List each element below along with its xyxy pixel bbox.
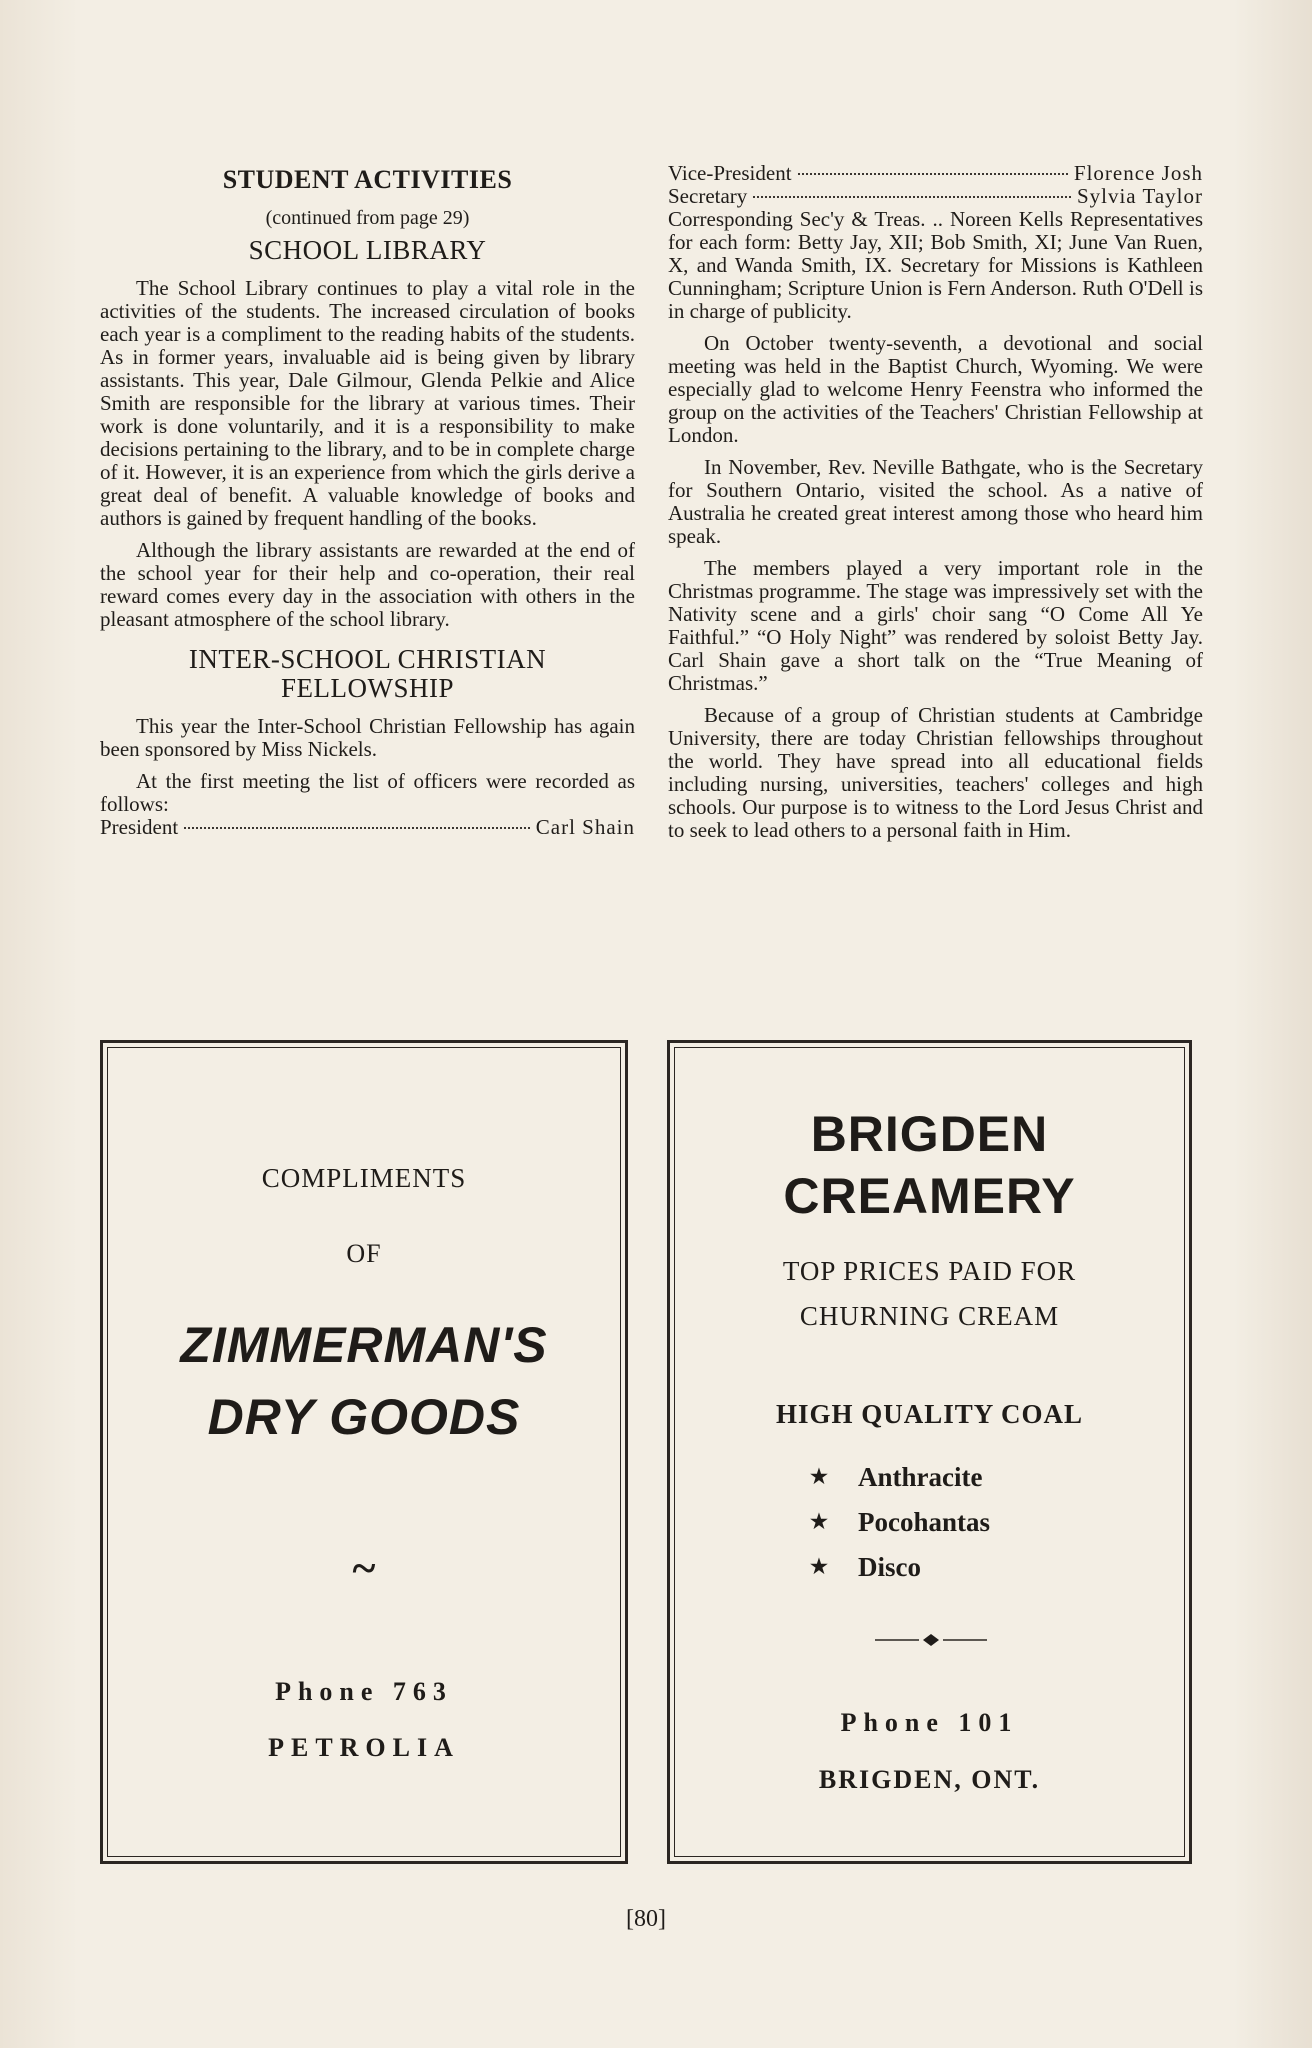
- star-icon: ★: [810, 1511, 828, 1533]
- officer-role: President: [100, 815, 179, 839]
- right-column: [668, 162, 1203, 851]
- cambridge-paragraph: Because of a group of Christian students at Cambridge University, there are today Christian fellowships throughout the world. They have spread into all educational fields including nursing, universities, teachers' colleges and high schools. Our purpose is to witness to the Lord Jesus Christ and to seek to lead others to a personal faith in Him.: [668, 703, 1203, 842]
- town-name: BRIGDEN, ONT.: [818, 1765, 1041, 1794]
- fellowship-heading: INTER-SCHOOL CHRISTIAN FELLOWSHIP: [188, 644, 547, 703]
- leader-dots: [184, 827, 530, 829]
- coal-list: [810, 1455, 990, 1590]
- business-name: [670, 1103, 1189, 1227]
- town-name: PETROLIA: [268, 1733, 460, 1762]
- fellowship-paragraph-1: This year the Inter-School Christian Fellowship has again been sponsored by Miss Nickels.: [100, 714, 635, 761]
- officer-president: [100, 816, 635, 839]
- list-item: ★ Anthracite: [810, 1455, 990, 1500]
- prices-line-1: TOP PRICES PAID FOR: [782, 1256, 1077, 1286]
- compliments-text: COMPLIMENTS: [261, 1163, 467, 1193]
- business-name-line-1: BRIGDEN: [810, 1106, 1049, 1162]
- of-text: OF: [346, 1239, 382, 1268]
- phone-number: Phone 763: [275, 1677, 453, 1706]
- page-number: [80]: [626, 1906, 666, 1932]
- november-paragraph: In November, Rev. Neville Bathgate, who is the Secretary for Southern Ontario, visited the school. As a native of Australia he created great interest among those who heard him speak.: [668, 455, 1203, 548]
- leader-dots: [798, 173, 1068, 175]
- brigden-creamery-advertisement: [667, 1040, 1192, 1864]
- phone-number: Phone 101: [840, 1708, 1019, 1737]
- left-column: [100, 162, 635, 839]
- business-name-line-1: ZIMMERMAN'S: [180, 1317, 548, 1373]
- officer-role: Vice-President: [668, 161, 792, 185]
- library-paragraph-1: The School Library continues to play a vital role in the activities of the students. The increased circulation of books each year is a compliment to the reading habits of the students. As in former years, invaluable aid is being given by library assistants. This year, Dale Gilmour, Glenda Pelkie and Alice Smith are responsible for the library at various times. Their work is done voluntarily, and it is a responsibility to make decisions pertaining to the library, and to be in complete charge of it. However, it is an experience from which the girls derive a great deal of benefit. A valuable knowledge of books and authors is gained by frequent handling of the books.: [100, 276, 635, 530]
- zimmermans-advertisement: [100, 1040, 628, 1864]
- list-item: ★ Pocohantas: [810, 1500, 990, 1545]
- fellowship-paragraph-2: At the first meeting the list of officers were recorded as follows:: [100, 769, 635, 816]
- continued-note: (continued from page 29): [265, 207, 470, 229]
- officer-secretary: [668, 185, 1203, 208]
- prices-text: [670, 1249, 1189, 1339]
- october-paragraph: On October twenty-seventh, a devotional and social meeting was held in the Baptist Church, Wyoming. We were especially glad to welcome Henry Feenstra who informed the group on the activities of the Teachers' Christian Fellowship at London.: [668, 331, 1203, 447]
- officer-name: Sylvia Taylor: [1076, 184, 1203, 208]
- star-icon: ★: [810, 1556, 828, 1578]
- library-heading: SCHOOL LIBRARY: [248, 235, 487, 265]
- business-name-line-2: DRY GOODS: [207, 1389, 521, 1445]
- officers-paragraph: Corresponding Sec'y & Treas. .. Noreen Kells Representatives for each form: Betty Jay, XII; Bob Smith, XI; June Van Ruen, X, and Wanda Smith, IX. Secretary for Missions is Kathleen Cunningham; Scripture Union is Fern Anderson. Ruth O'Dell is in charge of publicity.: [668, 207, 1203, 323]
- officer-name: Carl Shain: [535, 815, 635, 839]
- list-item: ★ Disco: [810, 1545, 990, 1590]
- christmas-paragraph: The members played a very important role in the Christmas programme. The stage was impressively set with the Nativity scene and a girls' choir sang “O Come All Ye Faithful.” “O Holy Night” was rendered by soloist Betty Jay. Carl Shain gave a short talk on the “True Meaning of Christmas.”: [668, 556, 1203, 695]
- library-paragraph-2: Although the library assistants are rewarded at the end of the school year for their help and co-operation, their real reward comes every day in the association with others in the pleasant atmosphere of the school library.: [100, 538, 635, 631]
- leader-dots: [753, 196, 1071, 198]
- prices-line-2: CHURNING CREAM: [799, 1301, 1060, 1331]
- officer-role: Secretary: [668, 184, 748, 208]
- business-name: [103, 1309, 625, 1453]
- section-title: STUDENT ACTIVITIES: [222, 165, 513, 194]
- diamond-divider-icon: [875, 1633, 987, 1647]
- swirl-ornament: ~: [352, 1544, 376, 1593]
- business-name-line-2: CREAMERY: [783, 1168, 1076, 1224]
- coal-heading: HIGH QUALITY COAL: [775, 1399, 1084, 1429]
- officer-vice-president: [668, 162, 1203, 185]
- star-icon: ★: [810, 1466, 828, 1488]
- officer-name: Florence Josh: [1073, 161, 1203, 185]
